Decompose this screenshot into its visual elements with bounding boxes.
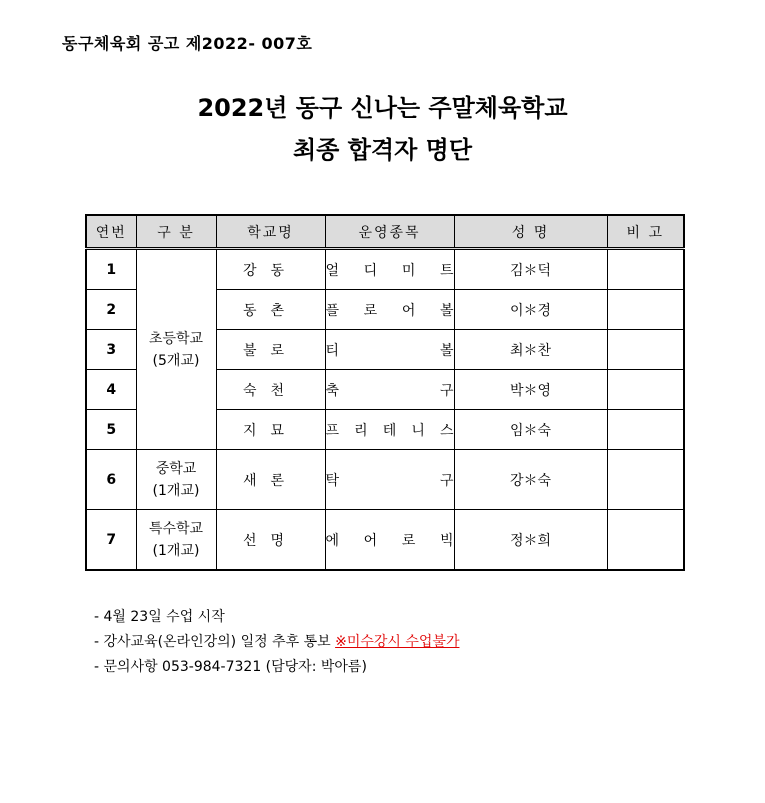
category-count: (1개교) <box>152 482 200 499</box>
school-name: 불로 <box>216 330 325 370</box>
row-note <box>607 330 684 370</box>
row-no: 7 <box>86 510 136 571</box>
school-name: 강동 <box>216 249 325 290</box>
sport-char: 빅 <box>439 532 454 549</box>
note-start-date: - 4월 23일 수업 시작 <box>94 609 225 625</box>
sport-name <box>325 330 454 370</box>
title-line-1: 2022년 동구 신나는 주말체육학교 <box>197 94 568 122</box>
sport-char: 로 <box>401 532 416 549</box>
title-line-2: 최종 합격자 명단 <box>293 136 472 164</box>
row-no: 4 <box>86 370 136 410</box>
table-header-row <box>86 215 684 249</box>
sport-char: 디 <box>363 262 378 279</box>
sport-char: 리 <box>354 422 368 439</box>
header-school: 학교명 <box>216 215 325 249</box>
sport-char: 구 <box>439 382 454 399</box>
row-note <box>607 290 684 330</box>
school-name: 동촌 <box>216 290 325 330</box>
sport-char: 플 <box>325 302 340 319</box>
sport-char: 에 <box>325 532 340 549</box>
sport-char: 로 <box>363 302 378 319</box>
row-note <box>607 249 684 290</box>
row-no: 5 <box>86 410 136 450</box>
person-name: 정＊희 <box>454 510 607 571</box>
row-note <box>607 370 684 410</box>
category-elementary <box>136 249 216 450</box>
row-no: 3 <box>86 330 136 370</box>
table-row <box>86 249 684 290</box>
row-note <box>607 410 684 450</box>
row-no: 1 <box>86 249 136 290</box>
category-middle <box>136 450 216 510</box>
sport-char: 구 <box>439 472 454 489</box>
row-note <box>607 510 684 571</box>
note-training <box>94 630 459 655</box>
person-name: 이＊경 <box>454 290 607 330</box>
person-name: 박＊영 <box>454 370 607 410</box>
sport-char: 미 <box>401 262 416 279</box>
header-no: 연번 <box>86 215 136 249</box>
category-label: 중학교 <box>155 460 197 477</box>
table-row <box>86 510 684 571</box>
sport-char: 볼 <box>439 342 454 359</box>
category-count: (1개교) <box>152 542 200 559</box>
category-label: 특수학교 <box>148 520 204 537</box>
sport-name <box>325 510 454 571</box>
person-name: 임＊숙 <box>454 410 607 450</box>
roster-table <box>85 214 685 571</box>
sport-char: 얼 <box>325 262 340 279</box>
notice-number: 동구체육회 공고 제2022- 007호 <box>62 34 313 53</box>
sport-name <box>325 450 454 510</box>
school-name: 지묘 <box>216 410 325 450</box>
school-name: 새론 <box>216 450 325 510</box>
sport-name <box>325 370 454 410</box>
sport-char: 어 <box>363 532 378 549</box>
note-contact: - 문의사항 053-984-7321 (담당자: 박아름) <box>94 659 367 675</box>
sport-char: 니 <box>411 422 425 439</box>
sport-char: 티 <box>325 342 340 359</box>
row-note <box>607 450 684 510</box>
note-warning: ※미수강시 수업불가 <box>335 634 460 650</box>
sport-name <box>325 290 454 330</box>
header-name: 성 명 <box>454 215 607 249</box>
sport-char: 어 <box>401 302 416 319</box>
person-name: 김＊덕 <box>454 249 607 290</box>
table-row <box>86 450 684 510</box>
sport-name <box>325 410 454 450</box>
sport-char: 볼 <box>439 302 454 319</box>
notes <box>94 605 459 680</box>
school-name: 선명 <box>216 510 325 571</box>
row-no: 2 <box>86 290 136 330</box>
header-note: 비 고 <box>607 215 684 249</box>
sport-char: 축 <box>325 382 340 399</box>
sport-name <box>325 249 454 290</box>
school-name: 숙천 <box>216 370 325 410</box>
sport-char: 테 <box>382 422 397 439</box>
sport-char: 스 <box>439 422 454 439</box>
person-name: 강＊숙 <box>454 450 607 510</box>
sport-char: 프 <box>325 422 340 439</box>
note-training-text: - 강사교육(온라인강의) 일정 추후 통보 <box>94 634 336 650</box>
category-special <box>136 510 216 571</box>
header-sport: 운영종목 <box>325 215 454 249</box>
sport-char: 트 <box>439 262 454 279</box>
header-category: 구 분 <box>136 215 216 249</box>
row-no: 6 <box>86 450 136 510</box>
person-name: 최＊찬 <box>454 330 607 370</box>
category-count: (5개교) <box>152 352 200 369</box>
category-label: 초등학교 <box>148 330 204 347</box>
sport-char: 탁 <box>325 472 340 489</box>
